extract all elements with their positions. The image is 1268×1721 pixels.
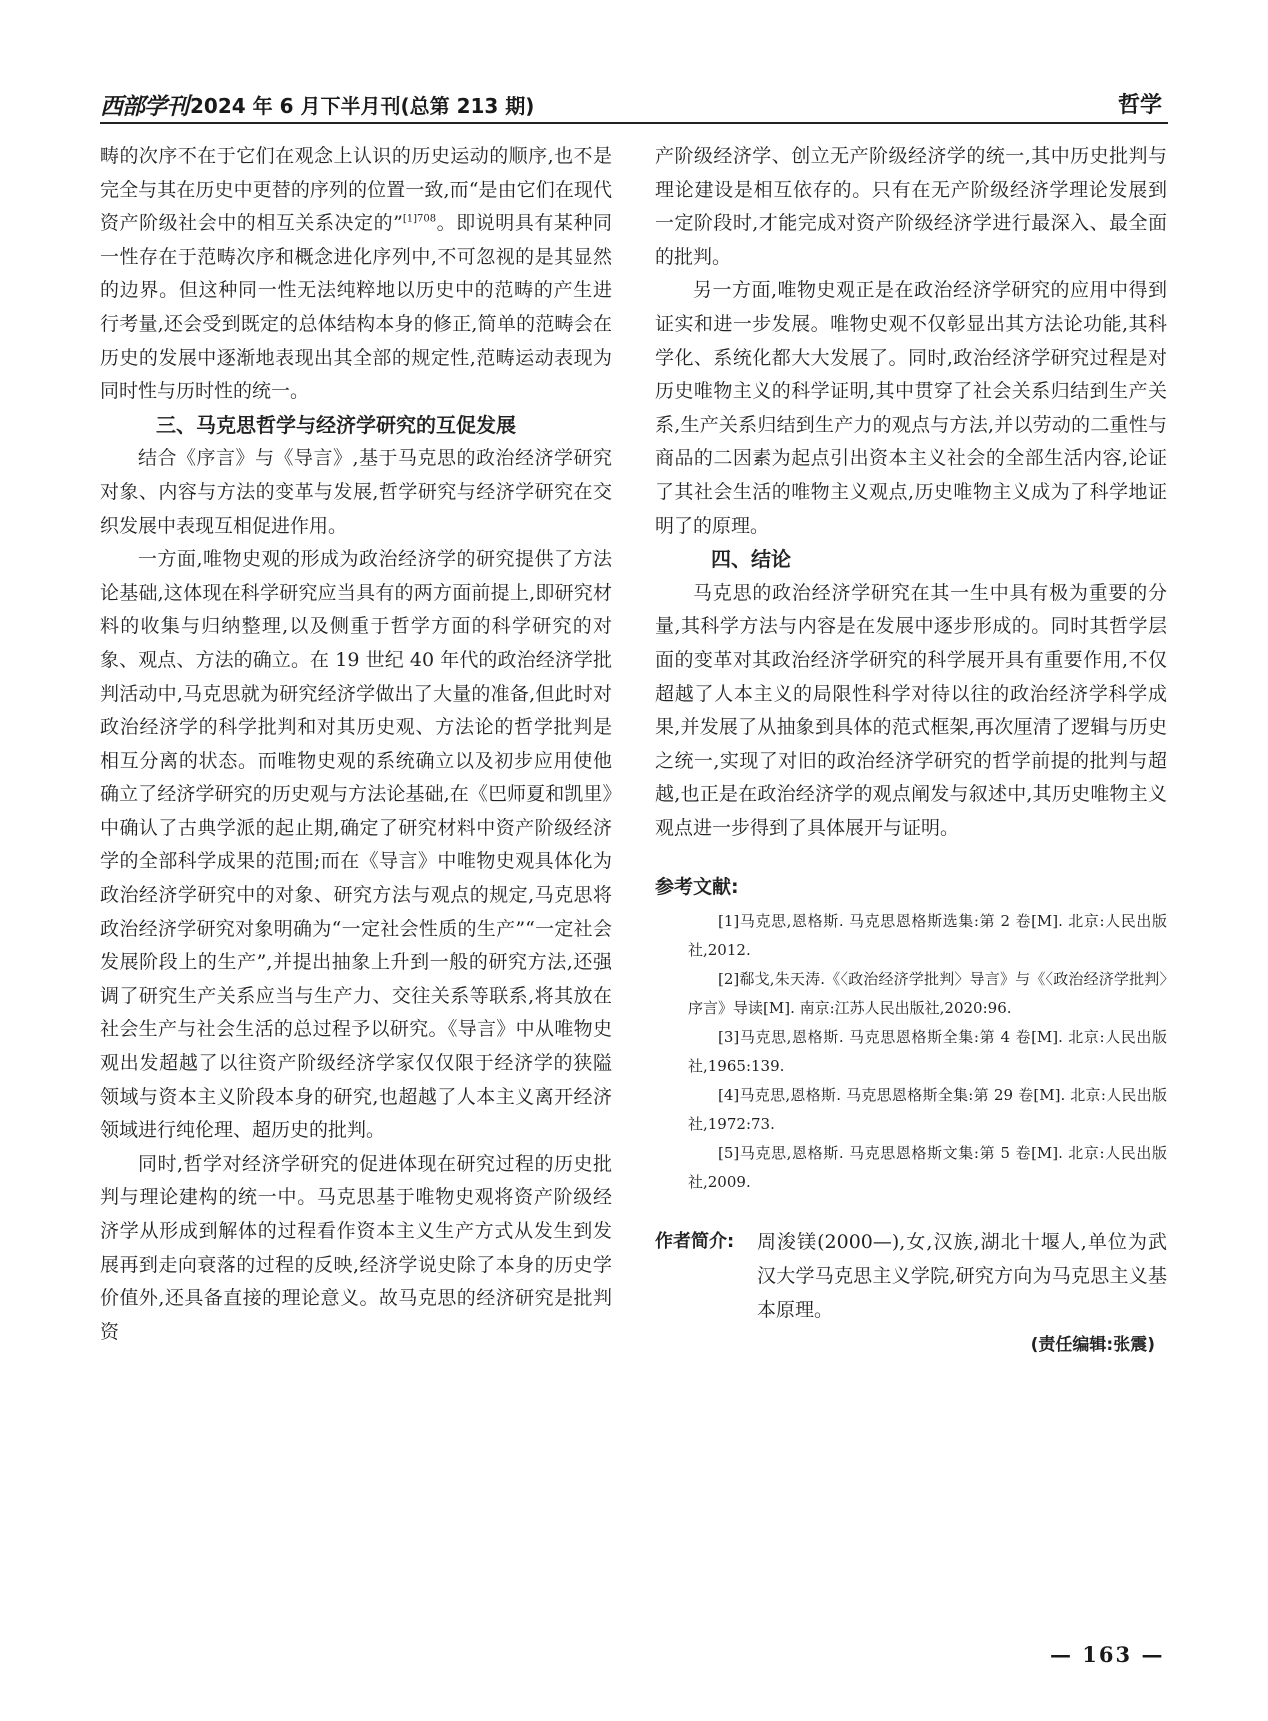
section-heading: 三、马克思哲学与经济学研究的互促发展 [156,412,516,437]
paragraph-text: 。即说明具有某种同一性存在于范畴次序和概念进化序列中,不可忽视的是其显然的边界。但这种同一性无法纯粹地以历史中的范畴的产生进行考量,还会受到既定的总体结构本身的修正,简单的范畴会在历史的发展中逐渐地表现出其全部的规定性,范畴运动表现为同时性与历时性的统一。 [100,212,612,403]
section-heading: 四、结论 [711,547,791,572]
page-number: — 163 — [1050,1642,1165,1667]
header-rule [100,122,1168,124]
reference-item: [4]马克思,恩格斯. 马克思恩格斯全集:第 29 卷[M]. 北京:人民出版社,1972:73. [688,1086,1167,1134]
reference-item: [1]马克思,恩格斯. 马克思恩格斯选集:第 2 卷[M]. 北京:人民出版社,2012. [688,912,1167,960]
author-bio [655,1225,1167,1327]
issue-info: 2024 年 6 月下半月刊(总第 213 期) [190,94,535,118]
references-title: 参考文献: [655,876,739,899]
reference-item: [3]马克思,恩格斯. 马克思恩格斯全集:第 4 卷[M]. 北京:人民出版社,1965:139. [688,1028,1167,1076]
paragraph: 另一方面,唯物史观正是在政治经济学研究的应用中得到证实和进一步发展。唯物史观不仅彰显出其方法论功能,其科学化、系统化都大大发展了。同时,政治经济学研究过程是对历史唯物主义的科学证明,其中贯穿了社会关系归结到生产关系,生产关系归结到生产力的观点与方法,并以劳动的二重性与商品的二因素为起点引出资本主义社会的全部生活内容,论证了其社会生活的唯物主义观点,历史唯物主义成为了科学地证明了的原理。 [655,279,1167,537]
paragraph: 马克思的政治经济学研究在其一生中具有极为重要的分量,其科学方法与内容是在发展中逐步形成的。同时其哲学层面的变革对其政治经济学研究的科学展开具有重要作用,不仅超越了人本主义的局限性科学对待以往的政治经济学科学成果,并发展了从抽象到具体的范式框架,再次厘清了逻辑与历史之统一,实现了对旧的政治经济学研究的哲学前提的批判与超越,也正是在政治经济学的观点阐发与叙述中,其历史唯物主义观点进一步得到了具体展开与证明。 [655,581,1167,839]
paragraph: 结合《序言》与《导言》,基于马克思的政治经济学研究对象、内容与方法的变革与发展,哲学研究与经济学研究在交织发展中表现互相促进作用。 [100,447,612,537]
paragraph-text: 畴的次序不在于它们在观念上认识的历史运动的顺序,也不是完全与其在历史中更替的序列的位置一致,而“是由它们在现代资产阶级社会中的相互关系决定的” [100,145,612,235]
author-bio-text: 周浚镁(2000—),女,汉族,湖北十堰人,单位为武汉大学马克思主义学院,研究方向为马克思主义基本原理。 [757,1231,1167,1322]
page-header [100,84,1168,124]
left-column [100,140,612,1349]
paragraph: 一方面,唯物史观的形成为政治经济学的研究提供了方法论基础,这体现在科学研究应当具有的两方面前提上,即研究材料的收集与归纳整理,以及侧重于哲学方面的科学研究的对象、观点、方法的确立。在 19 世纪 40 年代的政治经济学批判活动中,马克思就为研究经济学做出了大量的准备,但此时对政治经济学的科学批判和对其历史观、方法论的哲学批判是相互分离的状态。而唯物史观的系统确立以及初步应用使他确立了经济学研究的历史观与方法论基础,在《巴师夏和凯里》中确认了古典学派的起止期,确定了研究材料中资产阶级经济学的全部科学成果的范围;而在《导言》中唯物史观具体化为政治经济学研究中的对象、研究方法与观点的规定,马克思将政治经济学研究对象明确为“一定社会性质的生产”“一定社会发展阶段上的生产”,并提出抽象上升到一般的研究方法,还强调了研究生产关系应当与生产力、交往关系等联系,将其放在社会生产与社会生活的总过程予以研究。《导言》中从唯物史观出发超越了以往资产阶级经济学家仅仅限于经济学的狭隘领域与资本主义阶段本身的研究,也超越了人本主义离开经济领域进行纯伦理、超历史的批判。 [100,548,612,1142]
reference-item: [5]马克思,恩格斯. 马克思恩格斯文集:第 5 卷[M]. 北京:人民出版社,2009. [688,1144,1167,1192]
journal-logo: 西部学刊 [100,93,188,120]
paragraph: 产阶级经济学、创立无产阶级经济学的统一,其中历史批判与理论建设是相互依存的。只有在无产阶级经济学理论发展到一定阶段时,才能完成对资产阶级经济学进行最深入、最全面的批判。 [655,145,1167,268]
section-name: 哲学 [1117,93,1162,118]
reference-item: [2]郗戈,朱天涛.《〈政治经济学批判〉导言》与《〈政治经济学批判〉序言》导读[M]. 南京:江苏人民出版社,2020:96. [688,970,1167,1018]
paragraph [100,140,612,409]
citation-marker: [1]708 [402,213,437,225]
paragraph: 同时,哲学对经济学研究的促进体现在研究过程的历史批判与理论建构的统一中。马克思基于唯物史观将资产阶级经济学从形成到解体的过程看作资本主义生产方式从发生到发展再到走向衰落的过程的反映,经济学说史除了本身的历史学价值外,还具备直接的理论意义。故马克思的经济研究是批判资 [100,1152,612,1343]
responsible-editor: (责任编辑:张震) [1030,1335,1155,1356]
right-column [655,140,1167,1361]
references-list [655,907,1167,1197]
author-bio-label: 作者简介: [655,1231,735,1253]
